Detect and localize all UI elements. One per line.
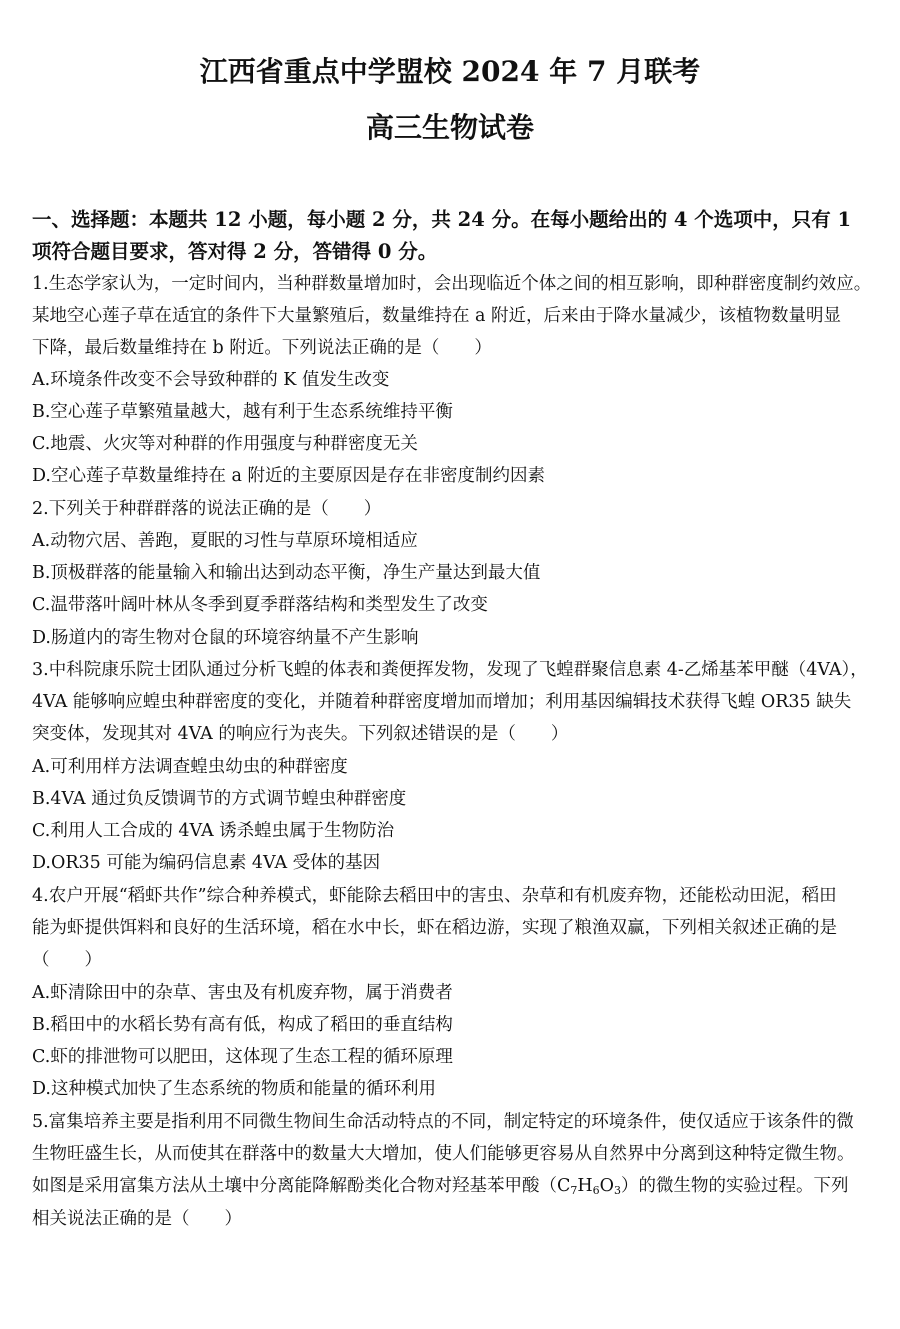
q1-option-b: B.空心莲子草繁殖量越大，越有利于生态系统维持平衡 — [32, 402, 453, 422]
q2-option-c: C.温带落叶阔叶林从冬季到夏季群落结构和类型发生了改变 — [32, 595, 488, 615]
q1-option-c: C.地震、火灾等对种群的作用强度与种群密度无关 — [32, 434, 418, 454]
section-heading-line-1: 一、选择题：本题共 12 小题，每小题 2 分，共 24 分。在每小题给出的 4 个选项中，只有 1 — [32, 208, 852, 231]
q3-option-a: A.可利用样方法调查蝗虫幼虫的种群密度 — [32, 757, 348, 777]
q5-stem-line-1: 5.富集培养主要是指利用不同微生物间生命活动特点的不同，制定特定的环境条件，使仅适应于该条件的微 — [32, 1112, 854, 1132]
q2-option-b: B.顶极群落的能量输入和输出达到动态平衡，净生产量达到最大值 — [32, 563, 541, 583]
section-heading-line-2: 项符合题目要求，答对得 2 分，答错得 0 分。 — [32, 240, 438, 263]
q3-stem-line-1: 3.中科院康乐院士团队通过分析飞蝗的体表和粪便挥发物，发现了飞蝗群聚信息素 4-乙烯基苯甲醚（4VA）， — [32, 660, 868, 680]
q4-stem-line-2: 能为虾提供饵料和良好的生活环境，稻在水中长，虾在稻边游，实现了粮渔双赢，下列相关叙述正确的是 — [32, 918, 837, 938]
page-title: 江西省重点中学盟校 2024 年 7 月联考 — [199, 55, 701, 88]
q5-stem-line-3: 如图是采用富集方法从土壤中分离能降解酚类化合物对羟基苯甲酸$(C_7H_6O_3)$的微生物的实验过程。下列 — [32, 1176, 849, 1197]
q3-option-b: B.4VA 通过负反馈调节的方式调节蝗虫种群密度 — [32, 789, 407, 809]
q4-option-b: B.稻田中的水稻长势有高有低，构成了稻田的垂直结构 — [32, 1015, 453, 1035]
q1-option-d: D.空心莲子草数量维持在 a 附近的主要原因是存在非密度制约因素 — [32, 466, 546, 486]
q3-stem-line-3: 突变体，发现其对 4VA 的响应行为丧失。下列叙述错误的是（ ） — [32, 724, 569, 744]
q2-option-a: A.动物穴居、善跑，夏眠的习性与草原环境相适应 — [32, 531, 418, 551]
q2-option-d: D.肠道内的寄生物对仓鼠的环境容纳量不产生影响 — [32, 628, 419, 648]
q3-option-c: C.利用人工合成的 4VA 诱杀蝗虫属于生物防治 — [32, 821, 395, 841]
q4-option-c: C.虾的排泄物可以肥田，这体现了生态工程的循环原理 — [32, 1047, 453, 1067]
q1-option-a: A.环境条件改变不会导致种群的 K 值发生改变 — [32, 370, 390, 390]
q1-stem-line-1: 1.生态学家认为，一定时间内，当种群数量增加时，会出现临近个体之间的相互影响，即种群密度制约效应。 — [32, 274, 872, 294]
q4-option-d: D.这种模式加快了生态系统的物质和能量的循环利用 — [32, 1079, 436, 1099]
q4-stem-line-1: 4.农户开展“稻虾共作”综合种养模式，虾能除去稻田中的害虫、杂草和有机废弃物，还能松动田泥，稻田 — [32, 886, 837, 906]
q1-stem-line-2: 某地空心莲子草在适宜的条件下大量繁殖后，数量维持在 a 附近，后来由于降水量减少，该植物数量明显 — [32, 306, 842, 326]
page-subtitle: 高三生物试卷 — [365, 111, 534, 144]
q5-stem-line-2: 生物旺盛生长，从而使其在群落中的数量大大增加，使人们能够更容易从自然界中分离到这种特定微生物。 — [32, 1144, 855, 1164]
q4-stem-line-3: （ ） — [32, 950, 102, 970]
q2-stem-line-1: 2.下列关于种群群落的说法正确的是（ ） — [32, 499, 382, 519]
q4-option-a: A.虾清除田中的杂草、害虫及有机废弃物，属于消费者 — [32, 983, 453, 1003]
q3-stem-line-2: 4VA 能够响应蝗虫种群密度的变化，并随着种群密度增加而增加；利用基因编辑技术获得飞蝗 OR35 缺失 — [32, 692, 852, 712]
q5-stem-line-4: 相关说法正确的是（ ） — [32, 1209, 242, 1229]
q3-option-d: D.OR35 可能为编码信息素 4VA 受体的基因 — [32, 853, 381, 873]
q1-stem-line-3: 下降，最后数量维持在 b 附近。下列说法正确的是（ ） — [32, 338, 492, 358]
